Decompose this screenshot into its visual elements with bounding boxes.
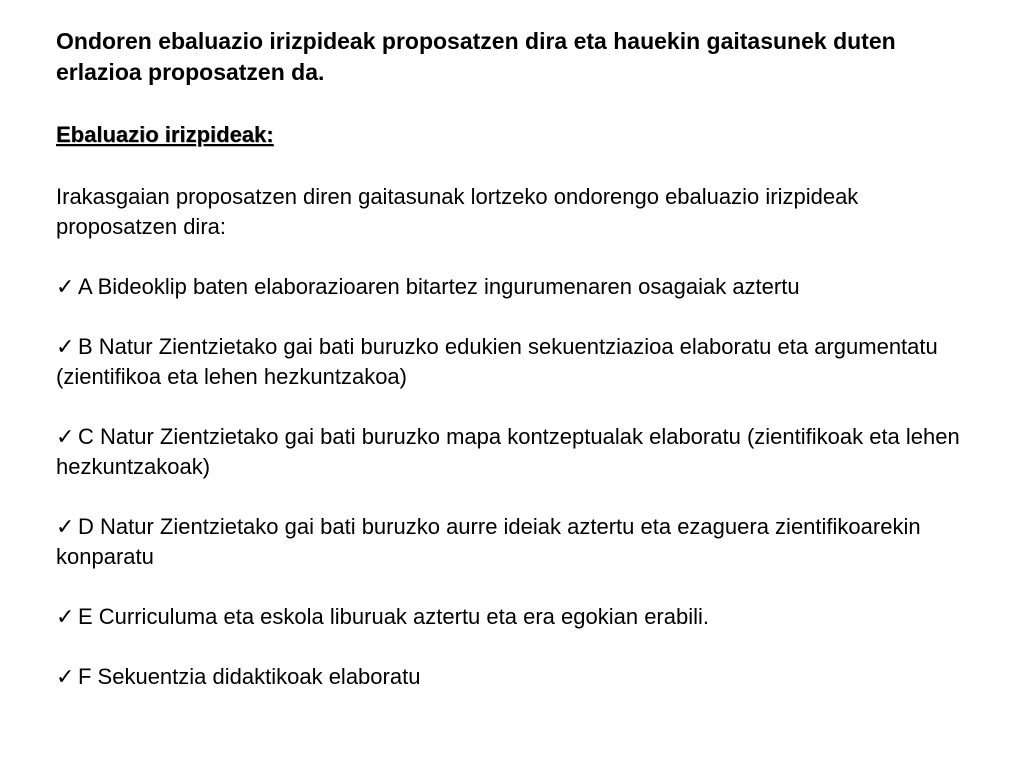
criteria-item-text: A Bideoklip baten elaborazioaren bitartez ingurumenaren osagaiak aztertu	[78, 274, 800, 299]
criteria-item	[56, 512, 964, 572]
criteria-item-text: E Curriculuma eta eskola liburuak aztertu eta era egokian erabili.	[78, 604, 709, 629]
check-mark-icon: ✓	[56, 274, 75, 299]
lead-text: Irakasgaian proposatzen diren gaitasunak lortzeko ondorengo ebaluazio irizpideak proposatzen dira:	[56, 184, 859, 239]
criteria-item-text: C Natur Zientzietako gai bati buruzko mapa kontzeptualak elaboratu (zientifikoak eta lehen hezkuntzakoak)	[56, 424, 960, 479]
check-mark-icon: ✓	[56, 664, 75, 689]
criteria-item	[56, 272, 964, 302]
intro-text: Ondoren ebaluazio irizpideak proposatzen dira eta hauekin gaitasunek duten erlazioa proposatzen da.	[56, 28, 896, 85]
criteria-item-text: D Natur Zientzietako gai bati buruzko aurre ideiak aztertu eta ezaguera zientifikoarekin konparatu	[56, 514, 921, 569]
criteria-item	[56, 662, 964, 692]
check-mark-icon: ✓	[56, 424, 75, 449]
criteria-item-text: F Sekuentzia didaktikoak elaboratu	[78, 664, 421, 689]
check-mark-icon: ✓	[56, 604, 75, 629]
section-heading: Ebaluazio irizpideak:	[56, 122, 274, 147]
check-mark-icon: ✓	[56, 334, 75, 359]
criteria-item	[56, 602, 964, 632]
criteria-item-text: B Natur Zientzietako gai bati buruzko edukien sekuentziazioa elaboratu eta argumentatu (zientifikoa eta lehen hezkuntzakoa)	[56, 334, 938, 389]
criteria-list	[56, 272, 964, 692]
check-mark-icon: ✓	[56, 514, 75, 539]
criteria-item	[56, 422, 964, 482]
criteria-item	[56, 332, 964, 392]
